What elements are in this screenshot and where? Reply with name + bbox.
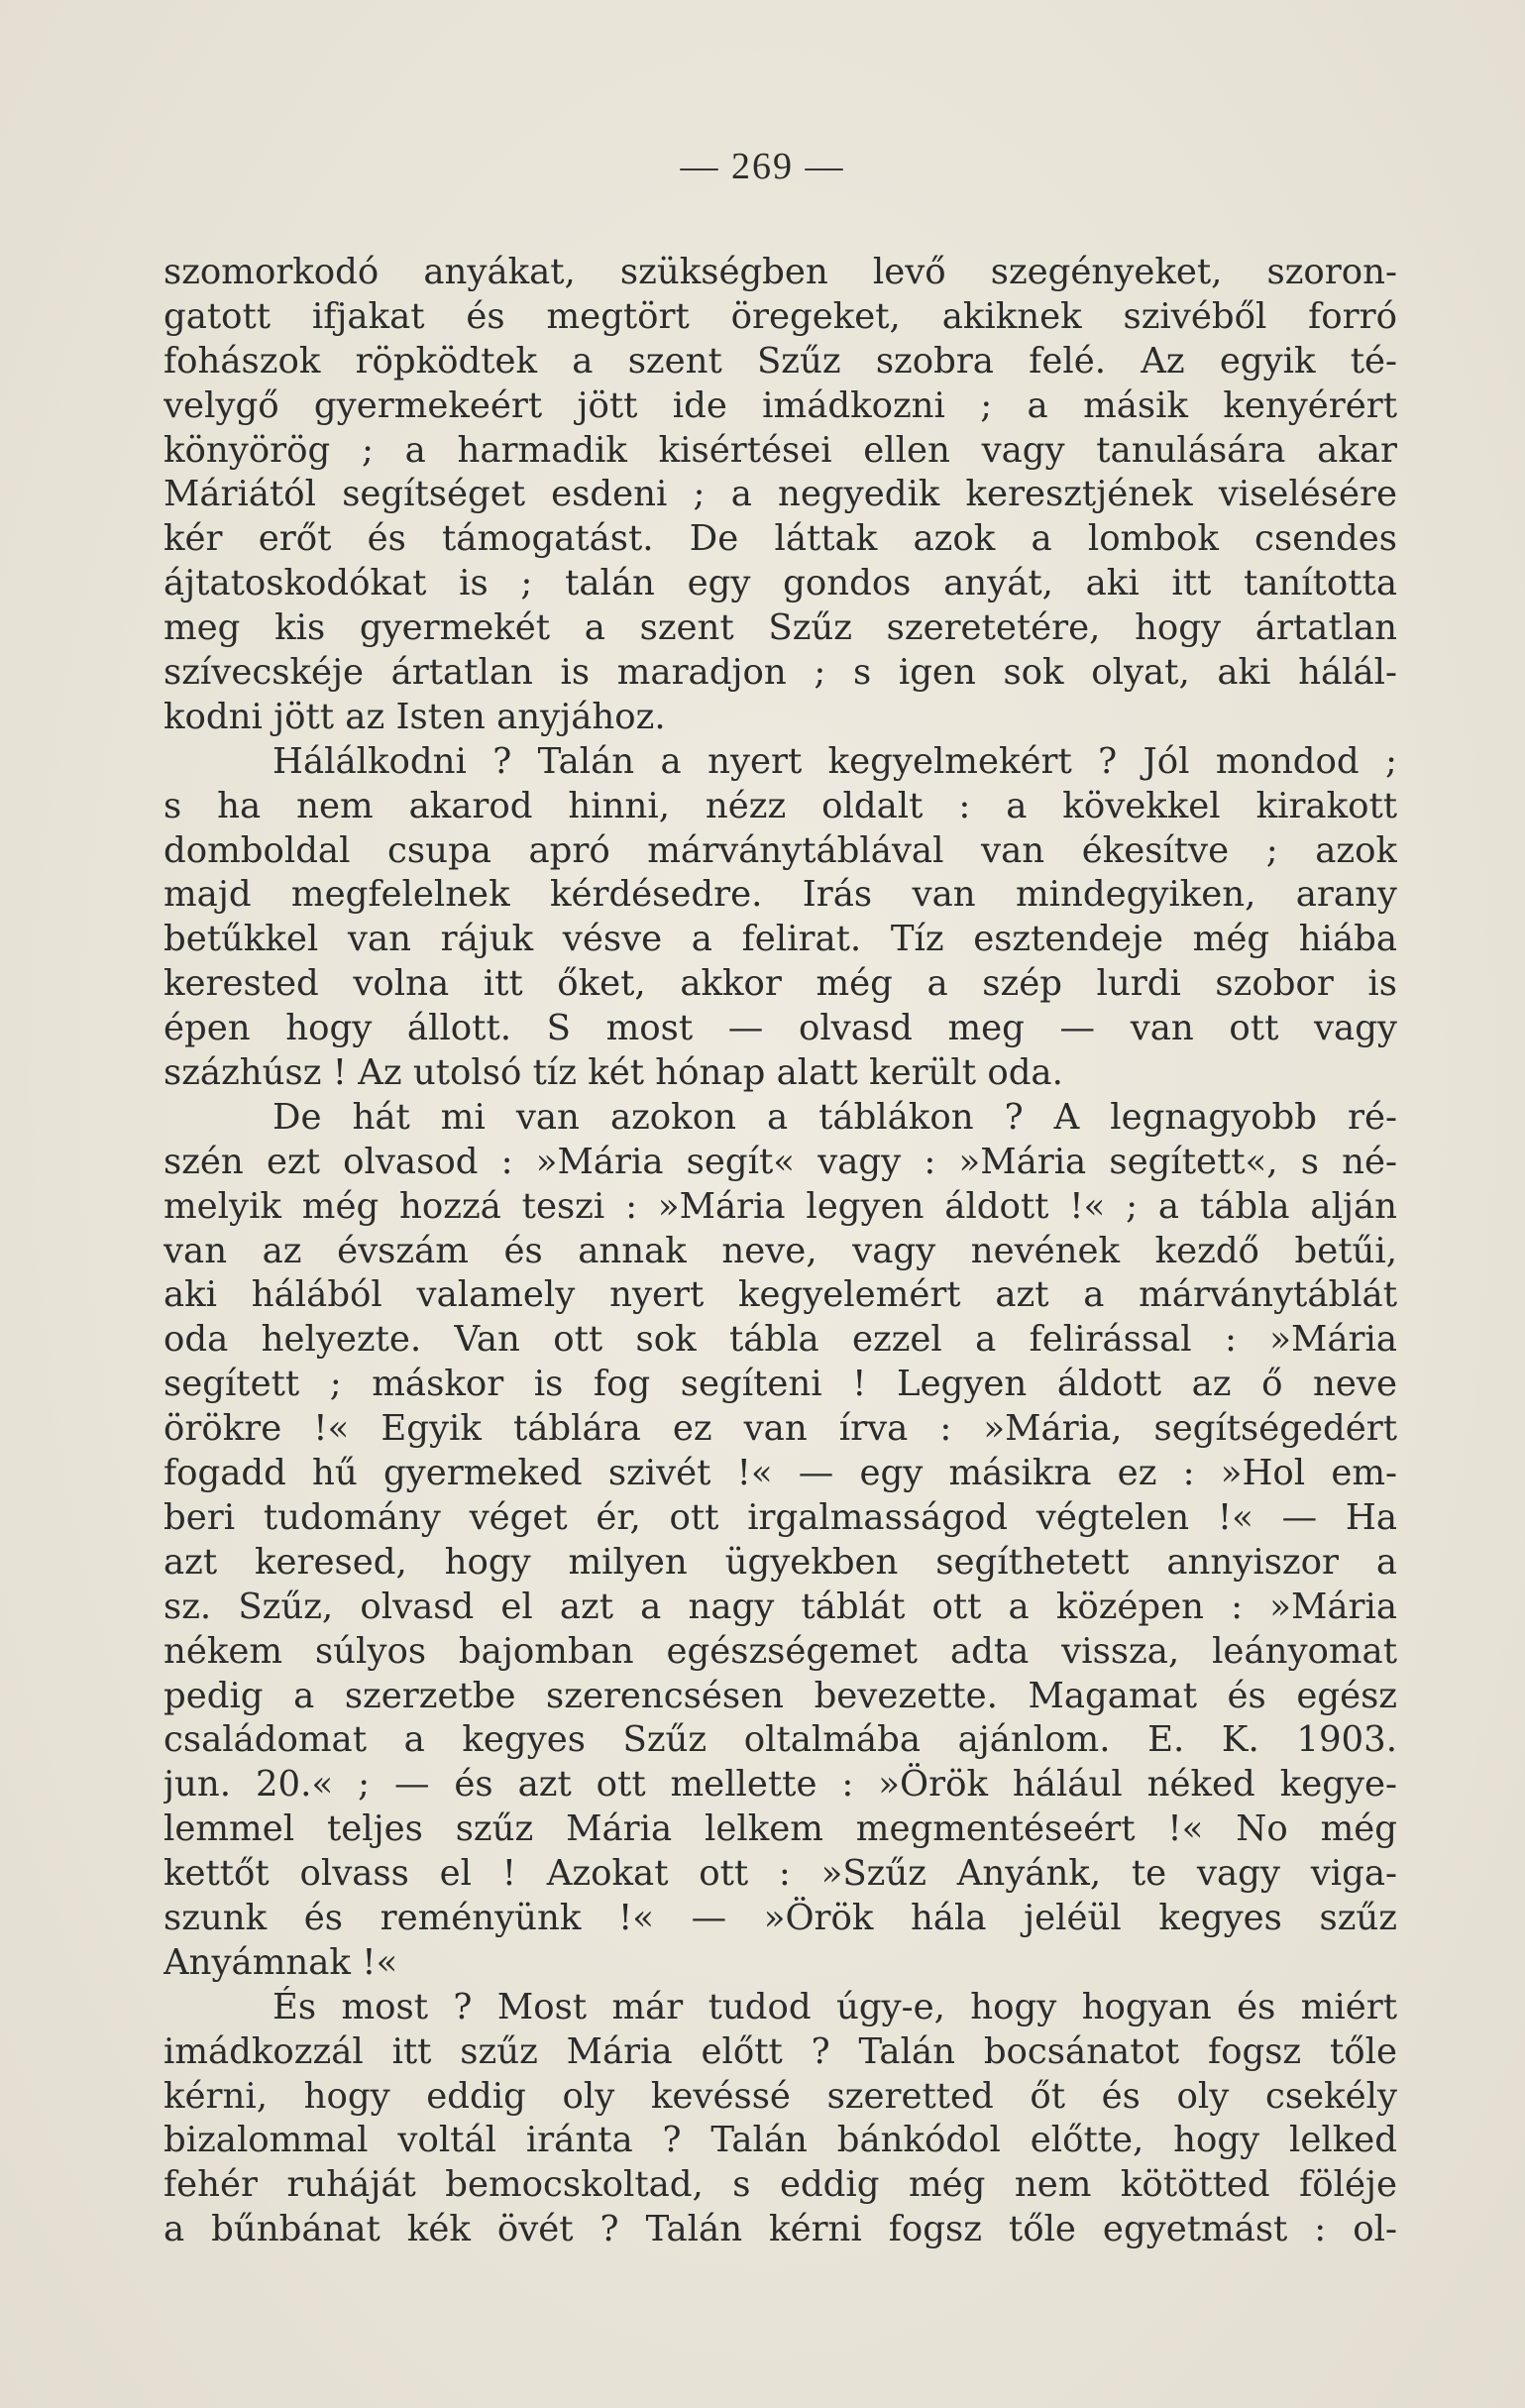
text-line: Hálálkodni ? Talán a nyert kegyelmekért ? Jól mondod ;: [272, 740, 1397, 782]
text-line: kér erőt és támogatást. De láttak azok a lombok csendes: [163, 518, 1397, 560]
text-line: segített ; máskor is fog segíteni ! Legyen áldott az ő neve: [163, 1364, 1397, 1405]
body-text: [163, 251, 1397, 2252]
text-line: százhúsz ! Az utolsó tíz két hónap alatt került oda.: [163, 1052, 1063, 1094]
text-line: s ha nem akarod hinni, nézz oldalt : a kövekkel kirakott: [163, 785, 1397, 826]
text-line: oda helyezte. Van ott sok tábla ezzel a felirással : »Mária: [163, 1319, 1397, 1361]
text-line: fogadd hű gyermeked szivét !« — egy másikra ez : »Hol em-: [163, 1453, 1397, 1494]
text-line: örökre !« Egyik táblára ez van írva : »Mária, segítségedért: [163, 1408, 1397, 1450]
text-line: És most ? Most már tudod úgy-e, hogy hogyan és miért: [272, 1986, 1397, 2027]
text-line: De hát mi van azokon a táblákon ? A legnagyobb ré-: [272, 1096, 1397, 1138]
page-number: — 269 —: [680, 146, 845, 187]
text-line: aki hálából valamely nyert kegyelemért azt a márványtáblát: [163, 1274, 1397, 1316]
text-line: imádkozzál itt szűz Mária előtt ? Talán bocsánatot fogsz tőle: [163, 2030, 1397, 2072]
text-line: pedig a szerzetbe szerencsésen bevezette. Magamat és egész: [163, 1675, 1397, 1716]
text-line: ájtatoskodókat is ; talán egy gondos anyát, aki itt tanította: [163, 563, 1397, 604]
text-line: velygő gyermekeért jött ide imádkozni ; a másik kenyérért: [163, 384, 1397, 426]
text-line: családomat a kegyes Szűz oltalmába ajánlom. E. K. 1903.: [163, 1719, 1397, 1761]
text-line: majd megfelelnek kérdésedre. Irás van mindegyiken, arany: [163, 874, 1397, 916]
text-line: a bűnbánat kék övét ? Talán kérni fogsz tőle egyetmást : ol-: [163, 2209, 1397, 2250]
text-line: sz. Szűz, olvasd el azt a nagy táblát ott a középen : »Mária: [163, 1586, 1397, 1627]
text-line: van az évszám és annak neve, vagy nevének kezdő betűi,: [163, 1230, 1397, 1271]
text-line: szén ezt olvasod : »Mária segít« vagy : »Mária segített«, s né-: [163, 1141, 1397, 1182]
text-line: fehér ruháját bemocskoltad, s eddig még nem kötötted föléje: [163, 2164, 1397, 2206]
text-line: Anyámnak !«: [163, 1941, 398, 1983]
text-line: domboldal csupa apró márványtáblával van ékesítve ; azok: [163, 829, 1397, 871]
text-line: kodni jött az Isten anyjához.: [163, 696, 666, 737]
text-line: épen hogy állott. S most — olvasd meg — van ott vagy: [163, 1008, 1397, 1049]
text-line: bizalommal voltál iránta ? Talán bánkódol előtte, hogy lelked: [163, 2120, 1397, 2161]
text-line: meg kis gyermekét a szent Szűz szeretetére, hogy ártatlan: [163, 607, 1397, 649]
text-line: jun. 20.« ; — és azt ott mellette : »Örök hálául néked kegye-: [163, 1764, 1397, 1806]
text-line: azt keresed, hogy milyen ügyekben segíthetett annyiszor a: [163, 1541, 1397, 1583]
text-line: fohászok röpködtek a szent Szűz szobra felé. Az egyik té-: [163, 340, 1397, 382]
text-line: szunk és reményünk !« — »Örök hála jeléül kegyes szűz: [163, 1897, 1397, 1938]
text-line: betűkkel van rájuk vésve a felirat. Tíz esztendeje még hiába: [163, 919, 1397, 960]
text-line: szomorkodó anyákat, szükségben levő szegényeket, szoron-: [163, 252, 1397, 292]
text-line: gatott ifjakat és megtört öregeket, akiknek szivéből forró: [163, 295, 1397, 337]
text-line: nékem súlyos bajomban egészségemet adta vissza, leányomat: [163, 1630, 1397, 1672]
text-line: melyik még hozzá teszi : »Mária legyen áldott !« ; a tábla alján: [163, 1185, 1397, 1227]
text-line: kérni, hogy eddig oly kevéssé szeretted őt és oly csekély: [163, 2075, 1397, 2117]
text-line: könyörög ; a harmadik kisértései ellen vagy tanulására akar: [163, 429, 1397, 471]
text-line: Máriától segítséget esdeni ; a negyedik keresztjének viselésére: [163, 474, 1397, 515]
text-line: lemmel teljes szűz Mária lelkem megmentéseért !« No még: [163, 1808, 1397, 1850]
text-line: beri tudomány véget ér, ott irgalmasságod végtelen !« — Ha: [163, 1496, 1397, 1538]
text-line: szívecskéje ártatlan is maradjon ; s igen sok olyat, aki hálál-: [163, 652, 1397, 694]
text-line: kettőt olvass el ! Azokat ott : »Szűz Anyánk, te vagy viga-: [163, 1853, 1397, 1895]
text-line: kerested volna itt őket, akkor még a szép lurdi szobor is: [163, 963, 1397, 1005]
